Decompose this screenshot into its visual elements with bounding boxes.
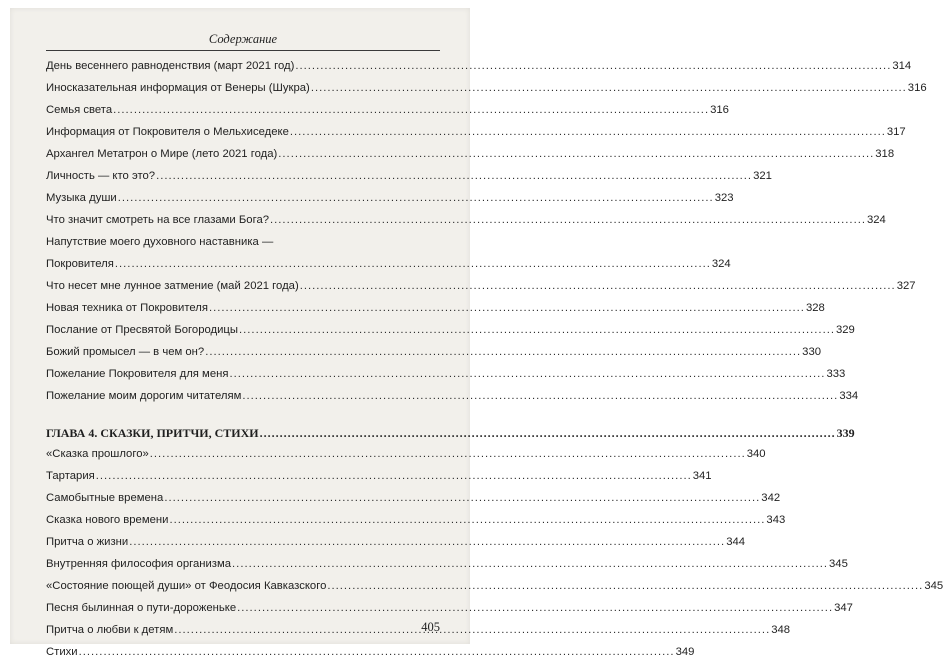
toc-entry bbox=[46, 602, 853, 624]
toc-entry-title: Архангел Метатрон о Мире (лето 2021 года) bbox=[46, 148, 278, 160]
toc-entry bbox=[46, 470, 712, 492]
toc-leader bbox=[150, 448, 746, 460]
toc-entry-title: Притча о жизни bbox=[46, 536, 129, 548]
toc-chapter-heading bbox=[46, 426, 855, 448]
toc-entry-page: 314 bbox=[892, 60, 912, 72]
toc-entry-page: 342 bbox=[761, 492, 781, 504]
toc-entry-page: 348 bbox=[771, 624, 791, 636]
toc-leader bbox=[237, 602, 833, 614]
toc-leader bbox=[209, 302, 805, 314]
toc-entry-page: 349 bbox=[675, 646, 695, 658]
toc-entry-title: Покровителя bbox=[46, 258, 114, 270]
toc-leader bbox=[129, 536, 725, 548]
toc-entry bbox=[46, 258, 731, 280]
toc-entry-title: Семья света bbox=[46, 104, 113, 116]
toc-entry-page: 328 bbox=[805, 302, 825, 314]
toc-leader bbox=[164, 492, 760, 504]
toc-entry-page: 339 bbox=[836, 426, 855, 440]
toc-entry-page: 330 bbox=[802, 346, 822, 358]
toc-leader bbox=[327, 580, 923, 592]
toc-leader bbox=[79, 646, 675, 658]
toc-entry-page: 334 bbox=[839, 390, 859, 402]
toc-entry-title: Личность — кто это? bbox=[46, 170, 156, 182]
toc-leader bbox=[205, 346, 801, 358]
toc-entry-title: Музыка души bbox=[46, 192, 117, 204]
toc-leader bbox=[311, 82, 907, 94]
toc-entry-title: Притча о любви к детям bbox=[46, 624, 174, 636]
toc-entry bbox=[46, 280, 916, 302]
toc-entry-title: Иносказательная информация от Венеры (Шукра) bbox=[46, 82, 310, 94]
toc-entry-title: Божий промысел — в чем он? bbox=[46, 346, 205, 358]
table-of-contents bbox=[46, 60, 943, 668]
toc-entry-page: 333 bbox=[826, 368, 846, 380]
toc-entry bbox=[46, 214, 886, 236]
toc-entry-title: «Состояние поющей души» от Феодосия Кавказского bbox=[46, 580, 327, 592]
toc-entry-page: 340 bbox=[746, 448, 766, 460]
toc-leader bbox=[278, 148, 874, 160]
toc-entry bbox=[46, 60, 912, 82]
toc-entry bbox=[46, 104, 729, 126]
toc-leader bbox=[290, 126, 886, 138]
toc-entry-title: Песня былинная о пути-дороженьке bbox=[46, 602, 237, 614]
toc-entry bbox=[46, 624, 791, 646]
toc-leader bbox=[113, 104, 709, 116]
toc-entry-page: 327 bbox=[896, 280, 916, 292]
toc-leader bbox=[242, 390, 838, 402]
toc-entry-title: Пожелание Покровителя для меня bbox=[46, 368, 229, 380]
toc-leader bbox=[260, 426, 836, 441]
toc-entry-title: Послание от Пресвятой Богородицы bbox=[46, 324, 239, 336]
toc-entry-title: ГЛАВА 4. СКАЗКИ, ПРИТЧИ, СТИХИ bbox=[46, 426, 259, 440]
toc-entry-title: Пожелание моим дорогим читателям bbox=[46, 390, 242, 402]
toc-leader bbox=[270, 214, 866, 226]
toc-leader bbox=[156, 170, 752, 182]
toc-entry-title: Информация от Покровителя о Мельхиседеке bbox=[46, 126, 289, 138]
toc-entry-title: Тартария bbox=[46, 470, 95, 482]
toc-leader bbox=[96, 470, 692, 482]
running-header: Содержание bbox=[208, 32, 278, 46]
toc-entry bbox=[46, 148, 895, 170]
toc-entry-page: 341 bbox=[692, 470, 712, 482]
toc-entry bbox=[46, 192, 734, 214]
toc-leader bbox=[229, 368, 825, 380]
toc-entry-page: 324 bbox=[866, 214, 886, 226]
toc-entry-title: Сказка нового времени bbox=[46, 514, 169, 526]
toc-leader bbox=[115, 258, 711, 270]
toc-entry bbox=[46, 448, 766, 470]
toc-leader bbox=[174, 624, 770, 636]
toc-leader bbox=[169, 514, 765, 526]
toc-entry-page: 316 bbox=[710, 104, 729, 116]
toc-entry-page: 316 bbox=[907, 82, 927, 94]
toc-entry bbox=[46, 536, 746, 558]
toc-entry bbox=[46, 236, 440, 258]
toc-entry bbox=[46, 346, 822, 368]
toc-entry bbox=[46, 324, 855, 346]
toc-entry bbox=[46, 82, 927, 104]
toc-entry bbox=[46, 558, 848, 580]
toc-entry bbox=[46, 368, 846, 390]
toc-entry-page: 343 bbox=[766, 514, 786, 526]
toc-leader bbox=[118, 192, 714, 204]
toc-entry bbox=[46, 514, 786, 536]
toc-entry-title: Стихи bbox=[46, 646, 78, 658]
toc-entry bbox=[46, 580, 943, 602]
toc-leader bbox=[300, 280, 896, 292]
toc-entry-page: 318 bbox=[875, 148, 895, 160]
toc-entry bbox=[46, 492, 781, 514]
toc-entry-page: 344 bbox=[726, 536, 746, 548]
toc-entry bbox=[46, 170, 772, 192]
toc-entry bbox=[46, 390, 859, 412]
toc-entry bbox=[46, 126, 906, 148]
toc-entry-page: 347 bbox=[834, 602, 853, 614]
toc-entry-title: Что значит смотреть на все глазами Бога? bbox=[46, 214, 270, 226]
book-page bbox=[10, 8, 943, 658]
toc-entry-page: 345 bbox=[924, 580, 943, 592]
header-rule bbox=[46, 50, 440, 51]
toc-entry-title: Внутренняя философия организма bbox=[46, 558, 232, 570]
toc-leader bbox=[239, 324, 835, 336]
toc-entry bbox=[46, 646, 695, 668]
toc-entry-title: Что несет мне лунное затмение (май 2021 года) bbox=[46, 280, 299, 292]
toc-leader bbox=[295, 60, 891, 72]
toc-entry-title: Напутствие моего духовного наставника — bbox=[46, 236, 274, 248]
toc-entry-page: 317 bbox=[886, 126, 906, 138]
toc-leader bbox=[232, 558, 828, 570]
toc-entry-page: 329 bbox=[835, 324, 855, 336]
toc-entry-page: 324 bbox=[711, 258, 731, 270]
toc-entry bbox=[46, 302, 825, 324]
toc-entry-title: День весеннего равноденствия (март 2021 год) bbox=[46, 60, 295, 72]
toc-entry-title: Новая техника от Покровителя bbox=[46, 302, 208, 314]
toc-entry-page: 321 bbox=[753, 170, 772, 182]
toc-entry-page: 323 bbox=[714, 192, 734, 204]
page-number: 405 bbox=[421, 620, 440, 634]
toc-entry-page: 345 bbox=[829, 558, 848, 570]
toc-entry-title: «Сказка прошлого» bbox=[46, 448, 149, 460]
toc-entry-title: Самобытные времена bbox=[46, 492, 164, 504]
